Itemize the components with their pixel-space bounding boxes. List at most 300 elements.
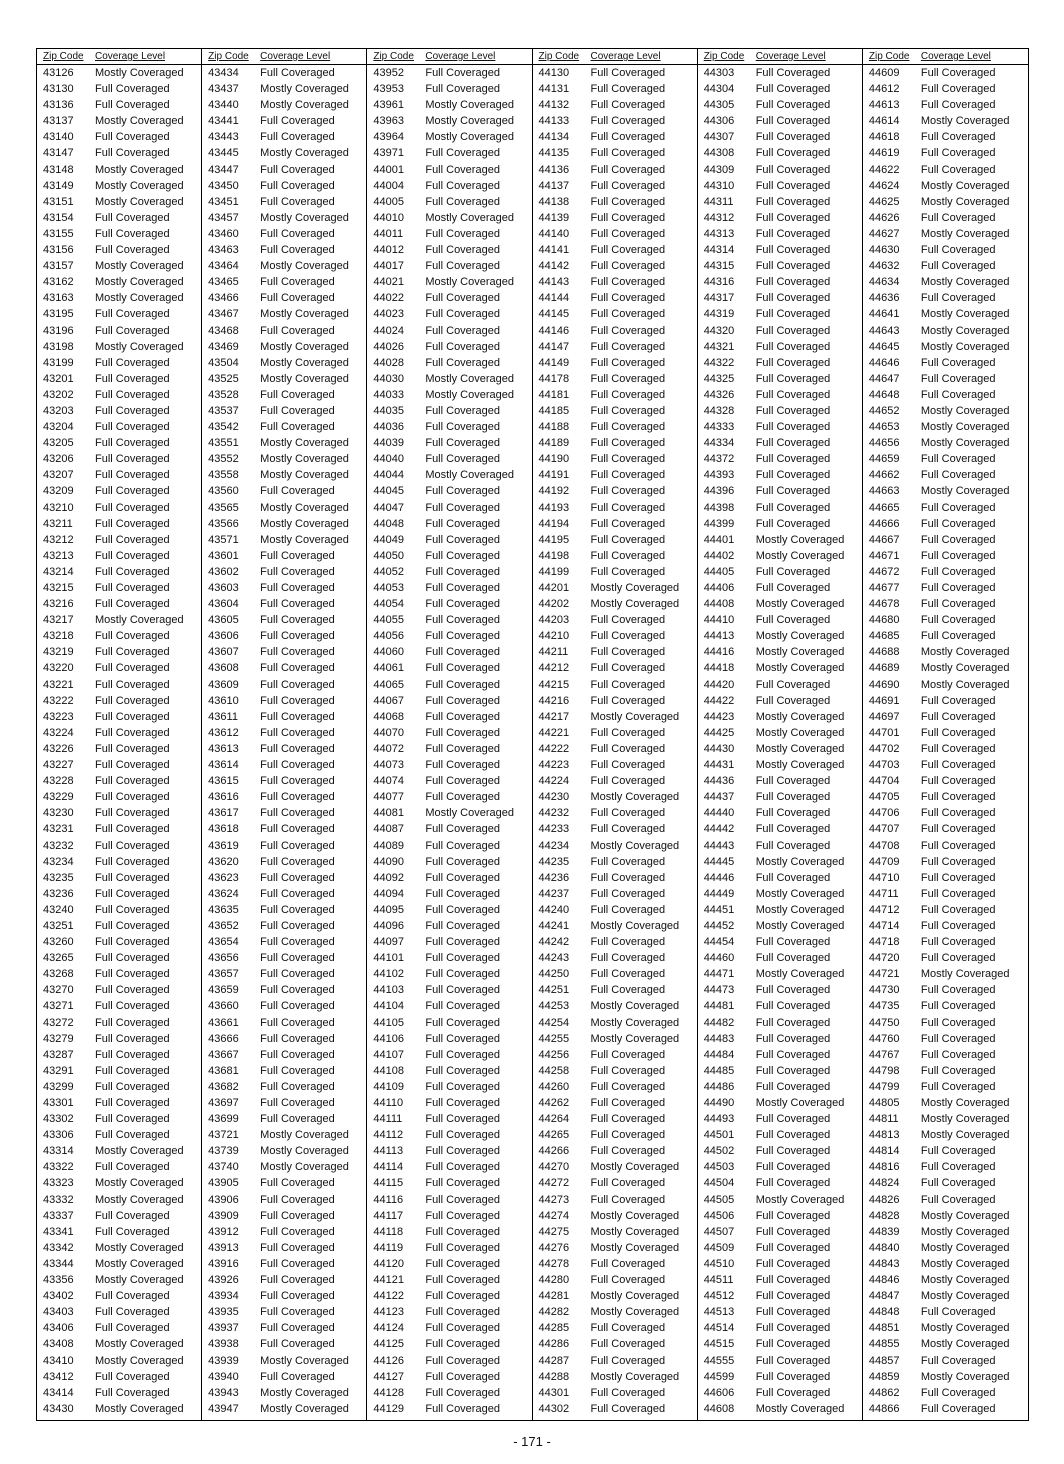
coverage-level-cell: Full Coveraged [920,726,996,739]
coverage-level-cell: Full Coveraged [590,260,666,273]
coverage-level-cell: Full Coveraged [260,887,335,900]
zip-code-cell: 43406 [43,1322,74,1335]
zip-code-cell: 43912 [208,1225,239,1238]
table-row [698,483,862,499]
table-column-group [37,49,202,1420]
table-row [367,97,531,113]
zip-code-cell: 44265 [538,1129,570,1142]
table-row [367,355,531,371]
table-row [863,1240,1028,1256]
coverage-level-cell: Full Coveraged [920,984,996,997]
table-row [202,145,366,161]
zip-code-cell: 43301 [43,1097,74,1109]
zip-code-cell: 44406 [703,582,735,594]
coverage-level-cell: Mostly Coveraged [920,1257,1010,1270]
zip-code-cell: 44106 [373,1032,404,1045]
coverage-level-cell: Full Coveraged [260,1048,335,1061]
table-row [37,1288,201,1304]
coverage-level-cell: Full Coveraged [260,710,335,723]
coverage-level-cell: Mostly Coveraged [590,582,680,594]
coverage-level-cell: Full Coveraged [590,1274,666,1287]
zip-code-cell: 44138 [538,195,570,208]
coverage-level-cell: Full Coveraged [755,952,831,965]
table-row [202,628,366,644]
table-row [533,966,697,982]
coverage-level-cell: Full Coveraged [425,1306,500,1319]
zip-code-cell: 43217 [43,614,74,627]
coverage-level-cell: Full Coveraged [95,1097,170,1109]
zip-code-cell: 43467 [208,308,239,321]
coverage-level-cell: Full Coveraged [425,244,500,257]
coverage-level-cell: Full Coveraged [920,469,996,482]
coverage-level-cell: Full Coveraged [425,1177,500,1190]
coverage-level-cell: Full Coveraged [590,565,666,578]
coverage-level-cell: Full Coveraged [95,83,170,96]
zip-code-cell: 44481 [703,1000,735,1013]
table-row [533,1127,697,1143]
zip-code-cell: 44663 [868,485,900,498]
zip-code-cell: 44483 [703,1032,735,1045]
zip-code-cell: 44308 [703,147,735,160]
coverage-level-cell: Full Coveraged [920,292,996,305]
table-row [698,644,862,660]
coverage-level-cell: Mostly Coveraged [920,968,1010,981]
table-row [202,564,366,580]
zip-code-cell: 44109 [373,1080,404,1093]
table-row [533,628,697,644]
table-row [367,1208,531,1224]
zip-code-cell: 44656 [868,437,900,450]
table-row [202,1240,366,1256]
table-row [367,709,531,725]
zip-code-cell: 43314 [43,1145,74,1158]
coverage-level-cell: Mostly Coveraged [755,549,845,562]
zip-code-cell: 44691 [868,694,900,707]
coverage-level-cell: Full Coveraged [755,372,831,385]
table-row [37,1256,201,1272]
coverage-level-cell: Full Coveraged [95,887,170,900]
table-row [367,306,531,322]
table-row [202,1224,366,1240]
coverage-level-cell: Full Coveraged [590,340,666,353]
table-row [367,998,531,1014]
zip-code-cell: 43224 [43,726,74,739]
coverage-level-cell: Full Coveraged [95,244,170,257]
coverage-level-cell: Full Coveraged [425,968,500,981]
table-column-group [863,49,1028,1420]
table-row [202,902,366,918]
zip-code-cell: 44506 [703,1209,735,1222]
coverage-level-cell: Full Coveraged [425,614,500,627]
zip-code-cell: 44502 [703,1145,735,1158]
zip-code-cell: 43447 [208,163,239,176]
table-row [698,403,862,419]
zip-code-cell: 44068 [373,710,404,723]
table-header [533,49,697,65]
zip-code-cell: 44420 [703,678,735,691]
table-row [202,805,366,821]
coverage-level-cell: Mostly Coveraged [920,340,1010,353]
coverage-level-cell: Full Coveraged [920,1048,996,1061]
zip-code-cell: 43163 [43,292,74,305]
coverage-level-cell: Full Coveraged [590,984,666,997]
zip-code-cell: 44305 [703,99,735,112]
table-row [37,580,201,596]
table-row [367,1224,531,1240]
zip-code-cell: 44061 [373,662,404,675]
table-row [533,1369,697,1385]
coverage-level-cell: Full Coveraged [260,1225,335,1238]
table-row [698,1111,862,1127]
table-row [367,145,531,161]
zip-code-cell: 44286 [538,1338,570,1351]
coverage-level-cell: Mostly Coveraged [590,791,680,804]
zip-code-cell: 43222 [43,694,74,707]
coverage-level-cell: Full Coveraged [590,855,666,868]
table-row [863,1047,1028,1063]
zip-code-cell: 43437 [208,83,239,96]
zip-code-cell: 44811 [868,1113,899,1126]
coverage-level-cell: Full Coveraged [425,1274,500,1287]
zip-code-cell: 44721 [868,968,900,981]
table-row [698,1336,862,1352]
table-row [533,242,697,258]
table-row [533,1111,697,1127]
table-row [202,65,366,81]
zip-code-cell: 44070 [373,726,404,739]
table-row [367,1256,531,1272]
zip-code-cell: 44443 [703,839,735,852]
table-row [367,934,531,950]
table-row [698,113,862,129]
zip-code-cell: 43935 [208,1306,239,1319]
coverage-level-cell: Full Coveraged [590,308,666,321]
table-header [37,49,201,65]
table-row [367,821,531,837]
zip-code-cell: 43609 [208,678,239,691]
coverage-level-cell: Mostly Coveraged [920,1290,1010,1303]
coverage-level-cell: Mostly Coveraged [920,1129,1010,1142]
coverage-level-cell: Full Coveraged [920,791,996,804]
zip-code-cell: 43228 [43,775,74,788]
table-row [37,1063,201,1079]
coverage-level-cell: Full Coveraged [755,131,831,144]
table-row [698,355,862,371]
zip-code-cell: 44110 [373,1097,404,1109]
table-row [37,419,201,435]
coverage-level-cell: Full Coveraged [425,678,500,691]
zip-code-cell: 44730 [868,984,900,997]
zip-code-cell: 44199 [538,565,570,578]
table-row [202,500,366,516]
table-row [37,226,201,242]
table-row [533,644,697,660]
table-row [202,1353,366,1369]
zip-code-cell: 44104 [373,1000,404,1013]
coverage-level-cell: Mostly Coveraged [755,1097,845,1109]
table-row [863,934,1028,950]
coverage-level-cell: Full Coveraged [260,694,335,707]
coverage-level-cell: Full Coveraged [425,1000,500,1013]
zip-code-cell: 44857 [868,1354,900,1367]
coverage-level-cell: Mostly Coveraged [95,1402,184,1415]
coverage-level-cell: Mostly Coveraged [755,598,845,611]
table-row [533,1031,697,1047]
table-row [202,1272,366,1288]
zip-code-cell: 43130 [43,83,74,96]
coverage-level-cell: Full Coveraged [260,839,335,852]
zip-code-cell: 44194 [538,517,570,530]
coverage-level-cell: Mostly Coveraged [425,469,514,482]
table-row [698,516,862,532]
coverage-level-cell: Full Coveraged [425,710,500,723]
table-row [202,548,366,564]
table-row [202,97,366,113]
coverage-level-cell: Full Coveraged [920,630,996,643]
coverage-level-cell: Full Coveraged [260,823,335,836]
table-row [367,950,531,966]
coverage-level-cell: Full Coveraged [425,823,500,836]
table-row [367,1047,531,1063]
zip-code-cell: 43466 [208,292,239,305]
zip-code-cell: 44276 [538,1241,570,1254]
zip-code-cell: 43652 [208,919,239,932]
table-row [863,886,1028,902]
zip-code-cell: 43619 [208,839,239,852]
zip-code-cell: 44185 [538,404,570,417]
zip-code-cell: 43430 [43,1402,74,1415]
table-row [202,194,366,210]
coverage-level-cell: Full Coveraged [920,1000,996,1013]
coverage-level-cell: Full Coveraged [590,1386,666,1399]
table-row [367,902,531,918]
table-row [863,677,1028,693]
coverage-level-cell: Full Coveraged [920,1306,996,1319]
table-row [37,355,201,371]
coverage-level-cell: Full Coveraged [425,1129,500,1142]
coverage-level-cell: Full Coveraged [425,227,500,240]
zip-code-cell: 44223 [538,759,570,772]
coverage-level-cell: Full Coveraged [425,775,500,788]
table-row [863,1304,1028,1320]
zip-code-cell: 44451 [703,903,735,916]
table-row [367,548,531,564]
table-row [863,1336,1028,1352]
table-row [533,1143,697,1159]
table-row [37,757,201,773]
coverage-level-cell: Full Coveraged [260,1177,335,1190]
table-row [533,145,697,161]
coverage-level-cell: Full Coveraged [260,759,335,772]
zip-code-cell: 44303 [703,67,735,79]
zip-code-cell: 44119 [373,1241,404,1254]
coverage-level-cell: Full Coveraged [425,582,500,594]
zip-code-cell: 43465 [208,276,239,289]
table-row [367,1031,531,1047]
zip-code-cell: 43667 [208,1048,239,1061]
table-row [37,1224,201,1240]
table-row [37,178,201,194]
table-row [533,81,697,97]
table-row [698,564,862,580]
zip-code-cell: 44056 [373,630,404,643]
coverage-level-cell: Full Coveraged [425,598,500,611]
coverage-level-cell: Full Coveraged [755,565,831,578]
zip-code-cell: 44824 [868,1177,900,1190]
coverage-level-cell: Full Coveraged [260,179,335,192]
zip-code-cell: 44049 [373,533,404,546]
zip-code-cell: 44425 [703,726,735,739]
coverage-level-cell: Full Coveraged [260,791,335,804]
coverage-level-cell: Mostly Coveraged [260,356,349,369]
coverage-level-cell: Full Coveraged [260,195,335,208]
zip-code-cell: 44250 [538,968,570,981]
zip-code-cell: 44750 [868,1016,900,1029]
coverage-level-cell: Full Coveraged [755,83,831,96]
zip-code-cell: 44630 [868,244,900,257]
table-row [698,306,862,322]
coverage-level-cell: Full Coveraged [260,1290,335,1303]
zip-code-cell: 43654 [208,936,239,949]
table-row [863,145,1028,161]
coverage-level-cell: Mostly Coveraged [920,1338,1010,1351]
zip-code-cell: 44805 [868,1097,900,1109]
zip-code-cell: 44510 [703,1257,735,1270]
table-row [37,1079,201,1095]
table-row [863,854,1028,870]
coverage-level-cell: Full Coveraged [590,1145,666,1158]
zip-code-cell: 43565 [208,501,239,514]
table-row [533,129,697,145]
zip-code-cell: 44105 [373,1016,404,1029]
table-row [37,1240,201,1256]
table-row [37,628,201,644]
table-row [202,644,366,660]
zip-code-cell: 44053 [373,582,404,594]
table-row [863,998,1028,1014]
zip-code-cell: 44714 [868,919,900,932]
table-row [367,886,531,902]
table-row [863,65,1028,81]
table-row [202,1031,366,1047]
coverage-level-cell: Full Coveraged [425,1080,500,1093]
table-row [367,1175,531,1191]
zip-code-cell: 43607 [208,646,239,659]
table-row [367,1015,531,1031]
table-row [863,339,1028,355]
table-row [863,580,1028,596]
coverage-level-cell: Full Coveraged [590,1177,666,1190]
coverage-level-cell: Full Coveraged [755,211,831,224]
zip-code-cell: 44430 [703,742,735,755]
coverage-level-cell: Full Coveraged [920,453,996,466]
coverage-level-cell: Full Coveraged [755,388,831,401]
table-row [533,838,697,854]
table-row [698,1256,862,1272]
coverage-level-cell: Full Coveraged [755,807,831,820]
zip-code-cell: 44132 [538,99,570,112]
zip-code-cell: 43230 [43,807,74,820]
table-row [367,854,531,870]
coverage-level-cell: Mostly Coveraged [95,1354,184,1367]
coverage-level-cell: Full Coveraged [425,340,500,353]
table-row [698,1047,862,1063]
table-row [533,596,697,612]
table-row [863,1111,1028,1127]
zip-code-cell: 44077 [373,791,404,804]
table-row [863,81,1028,97]
coverage-level-cell: Full Coveraged [95,437,170,450]
table-row [863,113,1028,129]
table-row [37,500,201,516]
zip-code-cell: 43137 [43,115,74,128]
table-row [698,97,862,113]
table-row [37,1159,201,1175]
coverage-level-cell: Full Coveraged [425,1322,500,1335]
zip-code-cell: 44113 [373,1145,404,1158]
zip-code-cell: 44253 [538,1000,570,1013]
zip-code-cell: 43162 [43,276,74,289]
table-row [37,564,201,580]
zip-code-cell: 44112 [373,1129,404,1142]
zip-code-cell: 43971 [373,147,404,160]
zip-code-cell: 44137 [538,179,570,192]
zip-code-cell: 44278 [538,1257,570,1270]
table-row [533,178,697,194]
zip-code-cell: 44048 [373,517,404,530]
zip-code-cell: 44122 [373,1290,404,1303]
zip-code-cell: 43147 [43,147,74,160]
coverage-level-cell: Full Coveraged [920,388,996,401]
coverage-level-cell: Full Coveraged [425,404,500,417]
table-row [37,532,201,548]
table-row [202,1063,366,1079]
table-row [37,323,201,339]
zip-code-cell: 43227 [43,759,74,772]
table-row [37,162,201,178]
coverage-level-cell: Full Coveraged [425,1097,500,1109]
table-row [533,1256,697,1272]
coverage-level-cell: Mostly Coveraged [95,1257,184,1270]
coverage-level-cell: Full Coveraged [425,1193,500,1206]
coverage-level-cell: Full Coveraged [95,1032,170,1045]
table-row [37,242,201,258]
coverage-level-cell: Mostly Coveraged [260,260,349,273]
zip-code-cell: 44866 [868,1402,900,1415]
zip-code-cell: 44273 [538,1193,570,1206]
table-row [698,934,862,950]
zip-code-cell: 43606 [208,630,239,643]
zip-code-cell: 44486 [703,1080,735,1093]
coverage-level-cell: Full Coveraged [260,1113,335,1126]
table-row [202,178,366,194]
table-row [202,870,366,886]
coverage-level-cell: Full Coveraged [755,453,831,466]
table-header [698,49,862,65]
table-row [533,113,697,129]
zip-code-cell: 43402 [43,1290,74,1303]
zip-code-cell: 44709 [868,855,900,868]
table-row [37,1031,201,1047]
coverage-level-cell: Full Coveraged [590,1193,666,1206]
coverage-level-cell: Full Coveraged [755,1386,831,1399]
table-row [698,693,862,709]
coverage-level-cell: Mostly Coveraged [920,662,1010,675]
zip-code-cell: 43226 [43,742,74,755]
zip-code-cell: 43937 [208,1322,239,1335]
table-row [698,596,862,612]
zip-code-cell: 44115 [373,1177,404,1190]
